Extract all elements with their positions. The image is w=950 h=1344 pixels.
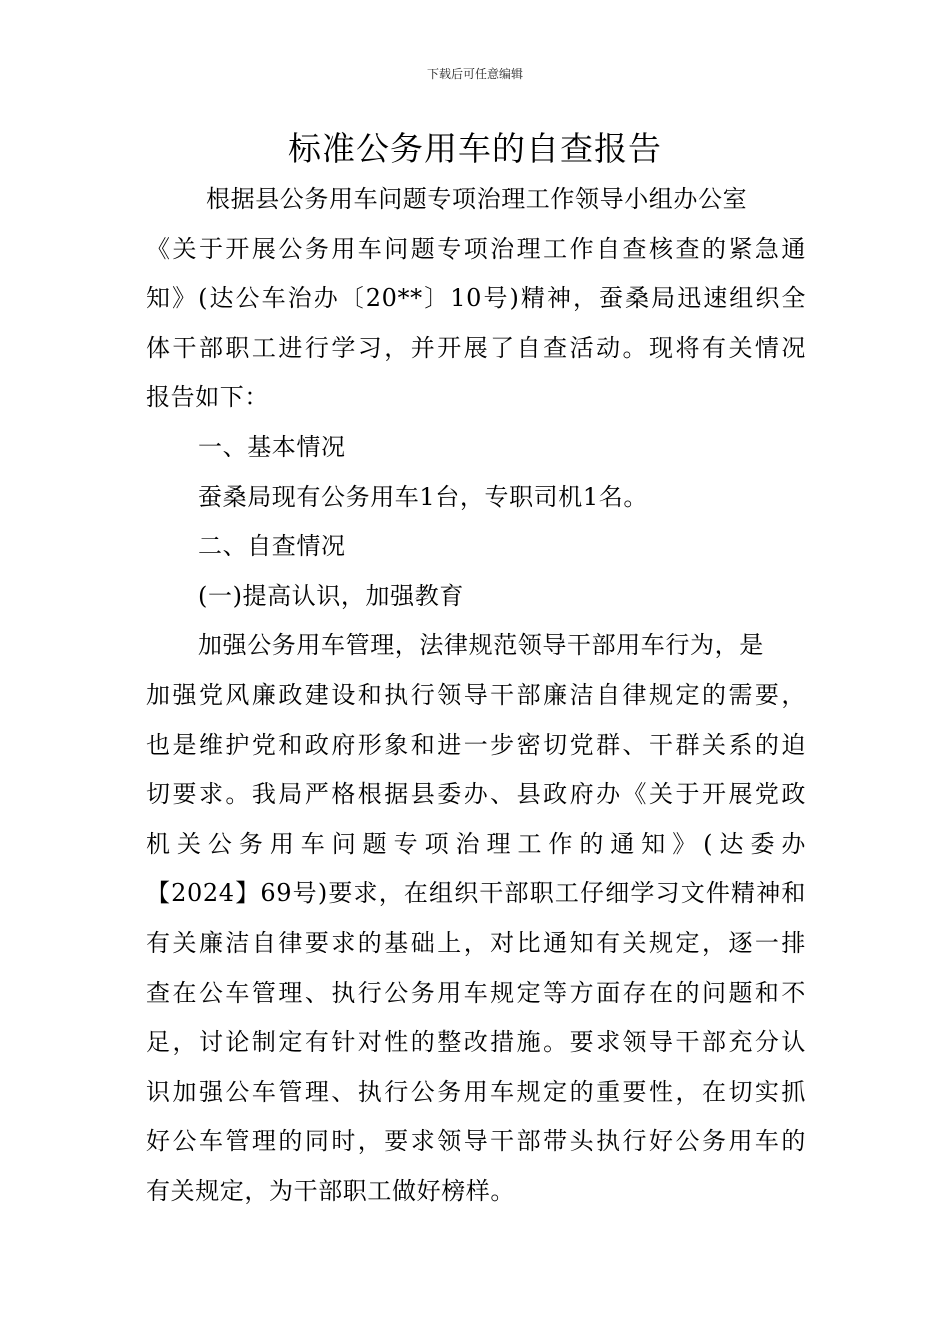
paragraph-line: 查在公车管理、执行公务用车规定等方面存在的问题和不 bbox=[146, 978, 806, 1007]
paragraph-line: 机关公务用车问题专项治理工作的通知》(达委办 bbox=[146, 829, 806, 858]
paragraph-line: 报告如下： bbox=[146, 383, 269, 412]
header-note: 下载后可任意编辑 bbox=[426, 67, 523, 81]
paragraph-line: 《关于开展公务用车问题专项治理工作自查核查的紧急通 bbox=[146, 234, 806, 263]
paragraph-line: 好公车管理的同时，要求领导干部带头执行好公务用车的 bbox=[146, 1127, 806, 1156]
document-body bbox=[146, 175, 806, 1216]
paragraph-line: 【2024】69号)要求，在组织干部职工仔细学习文件精神和 bbox=[146, 879, 806, 908]
paragraph-line: 切要求。我局严格根据县委办、县政府办《关于开展党政 bbox=[146, 780, 806, 809]
section-heading-self-check: 二、自查情况 bbox=[198, 532, 346, 561]
paragraph-line: 加强党风廉政建设和执行领导干部廉洁自律规定的需要， bbox=[146, 680, 806, 709]
subsection-heading: (一)提高认识，加强教育 bbox=[198, 581, 464, 610]
document-title: 标准公务用车的自查报告 bbox=[288, 129, 662, 168]
paragraph-line: 识加强公车管理、执行公务用车规定的重要性，在切实抓 bbox=[146, 1077, 806, 1106]
paragraph-line: 体干部职工进行学习，并开展了自查活动。现将有关情况 bbox=[146, 333, 806, 362]
paragraph-line: 蚕桑局现有公务用车1台，专职司机1名。 bbox=[198, 482, 648, 511]
paragraph-line: 足，讨论制定有针对性的整改措施。要求领导干部充分认 bbox=[146, 1028, 806, 1057]
paragraph-line: 根据县公务用车问题专项治理工作领导小组办公室 bbox=[206, 185, 748, 213]
paragraph-line: 有关规定，为干部职工做好榜样。 bbox=[146, 1176, 515, 1205]
paragraph-line: 知》(达公车治办〔20**〕10号)精神，蚕桑局迅速组织全 bbox=[146, 284, 806, 313]
section-heading-basic: 一、基本情况 bbox=[198, 432, 346, 461]
paragraph-line: 加强公务用车管理，法律规范领导干部用车行为，是 bbox=[198, 631, 764, 660]
paragraph-line: 有关廉洁自律要求的基础上，对比通知有关规定，逐一排 bbox=[146, 928, 806, 957]
paragraph-line: 也是维护党和政府形象和进一步密切党群、干群关系的迫 bbox=[146, 730, 806, 759]
